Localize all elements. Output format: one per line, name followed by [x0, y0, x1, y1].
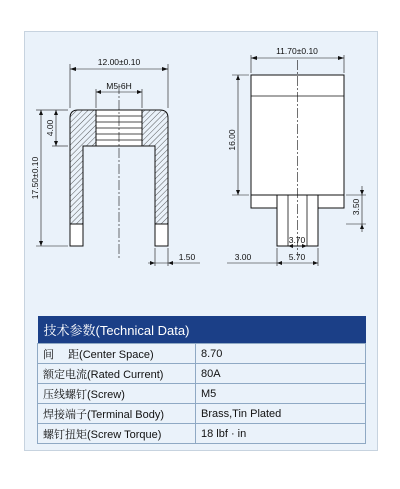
spec-value: M5	[196, 384, 366, 404]
dim-foot: 1.50	[178, 252, 196, 262]
spec-label: 压线螺钉(Screw)	[38, 384, 196, 404]
dim-height-right: 16.00	[227, 129, 237, 151]
spec-label: 螺钉扭矩(Screw Torque)	[38, 424, 196, 444]
table-row	[38, 364, 366, 384]
spec-label: 间 距(Center Space)	[38, 344, 196, 364]
spec-value: 8.70	[196, 344, 366, 364]
spec-label: 额定电流(Rated Current)	[38, 364, 196, 384]
dim-thread: M5-6H	[106, 81, 132, 91]
table-row	[38, 344, 366, 364]
dim-base-width: 5.70	[288, 252, 306, 262]
table-row	[38, 384, 366, 404]
dim-height-top: 4.00	[45, 119, 55, 137]
dim-width-right: 11.70±0.10	[276, 46, 318, 56]
table-row	[38, 404, 366, 424]
spec-value: Brass,Tin Plated	[196, 404, 366, 424]
spec-table	[37, 316, 366, 444]
spec-label: 焊接端子(Terminal Body)	[38, 404, 196, 424]
dim-left-offset: 3.00	[234, 252, 252, 262]
left-view	[30, 57, 200, 266]
dim-inner-width: 3.70	[288, 235, 306, 245]
spec-value: 18 lbf · in	[196, 424, 366, 444]
table-row	[38, 424, 366, 444]
spec-title: 技术参数(Technical Data)	[38, 316, 366, 344]
right-view	[227, 46, 366, 266]
dim-width-left: 12.00±0.10	[97, 57, 141, 67]
dim-height-total: 17.50±0.10	[30, 156, 40, 200]
dim-base-height: 3.50	[351, 198, 361, 216]
spec-value: 80A	[196, 364, 366, 384]
